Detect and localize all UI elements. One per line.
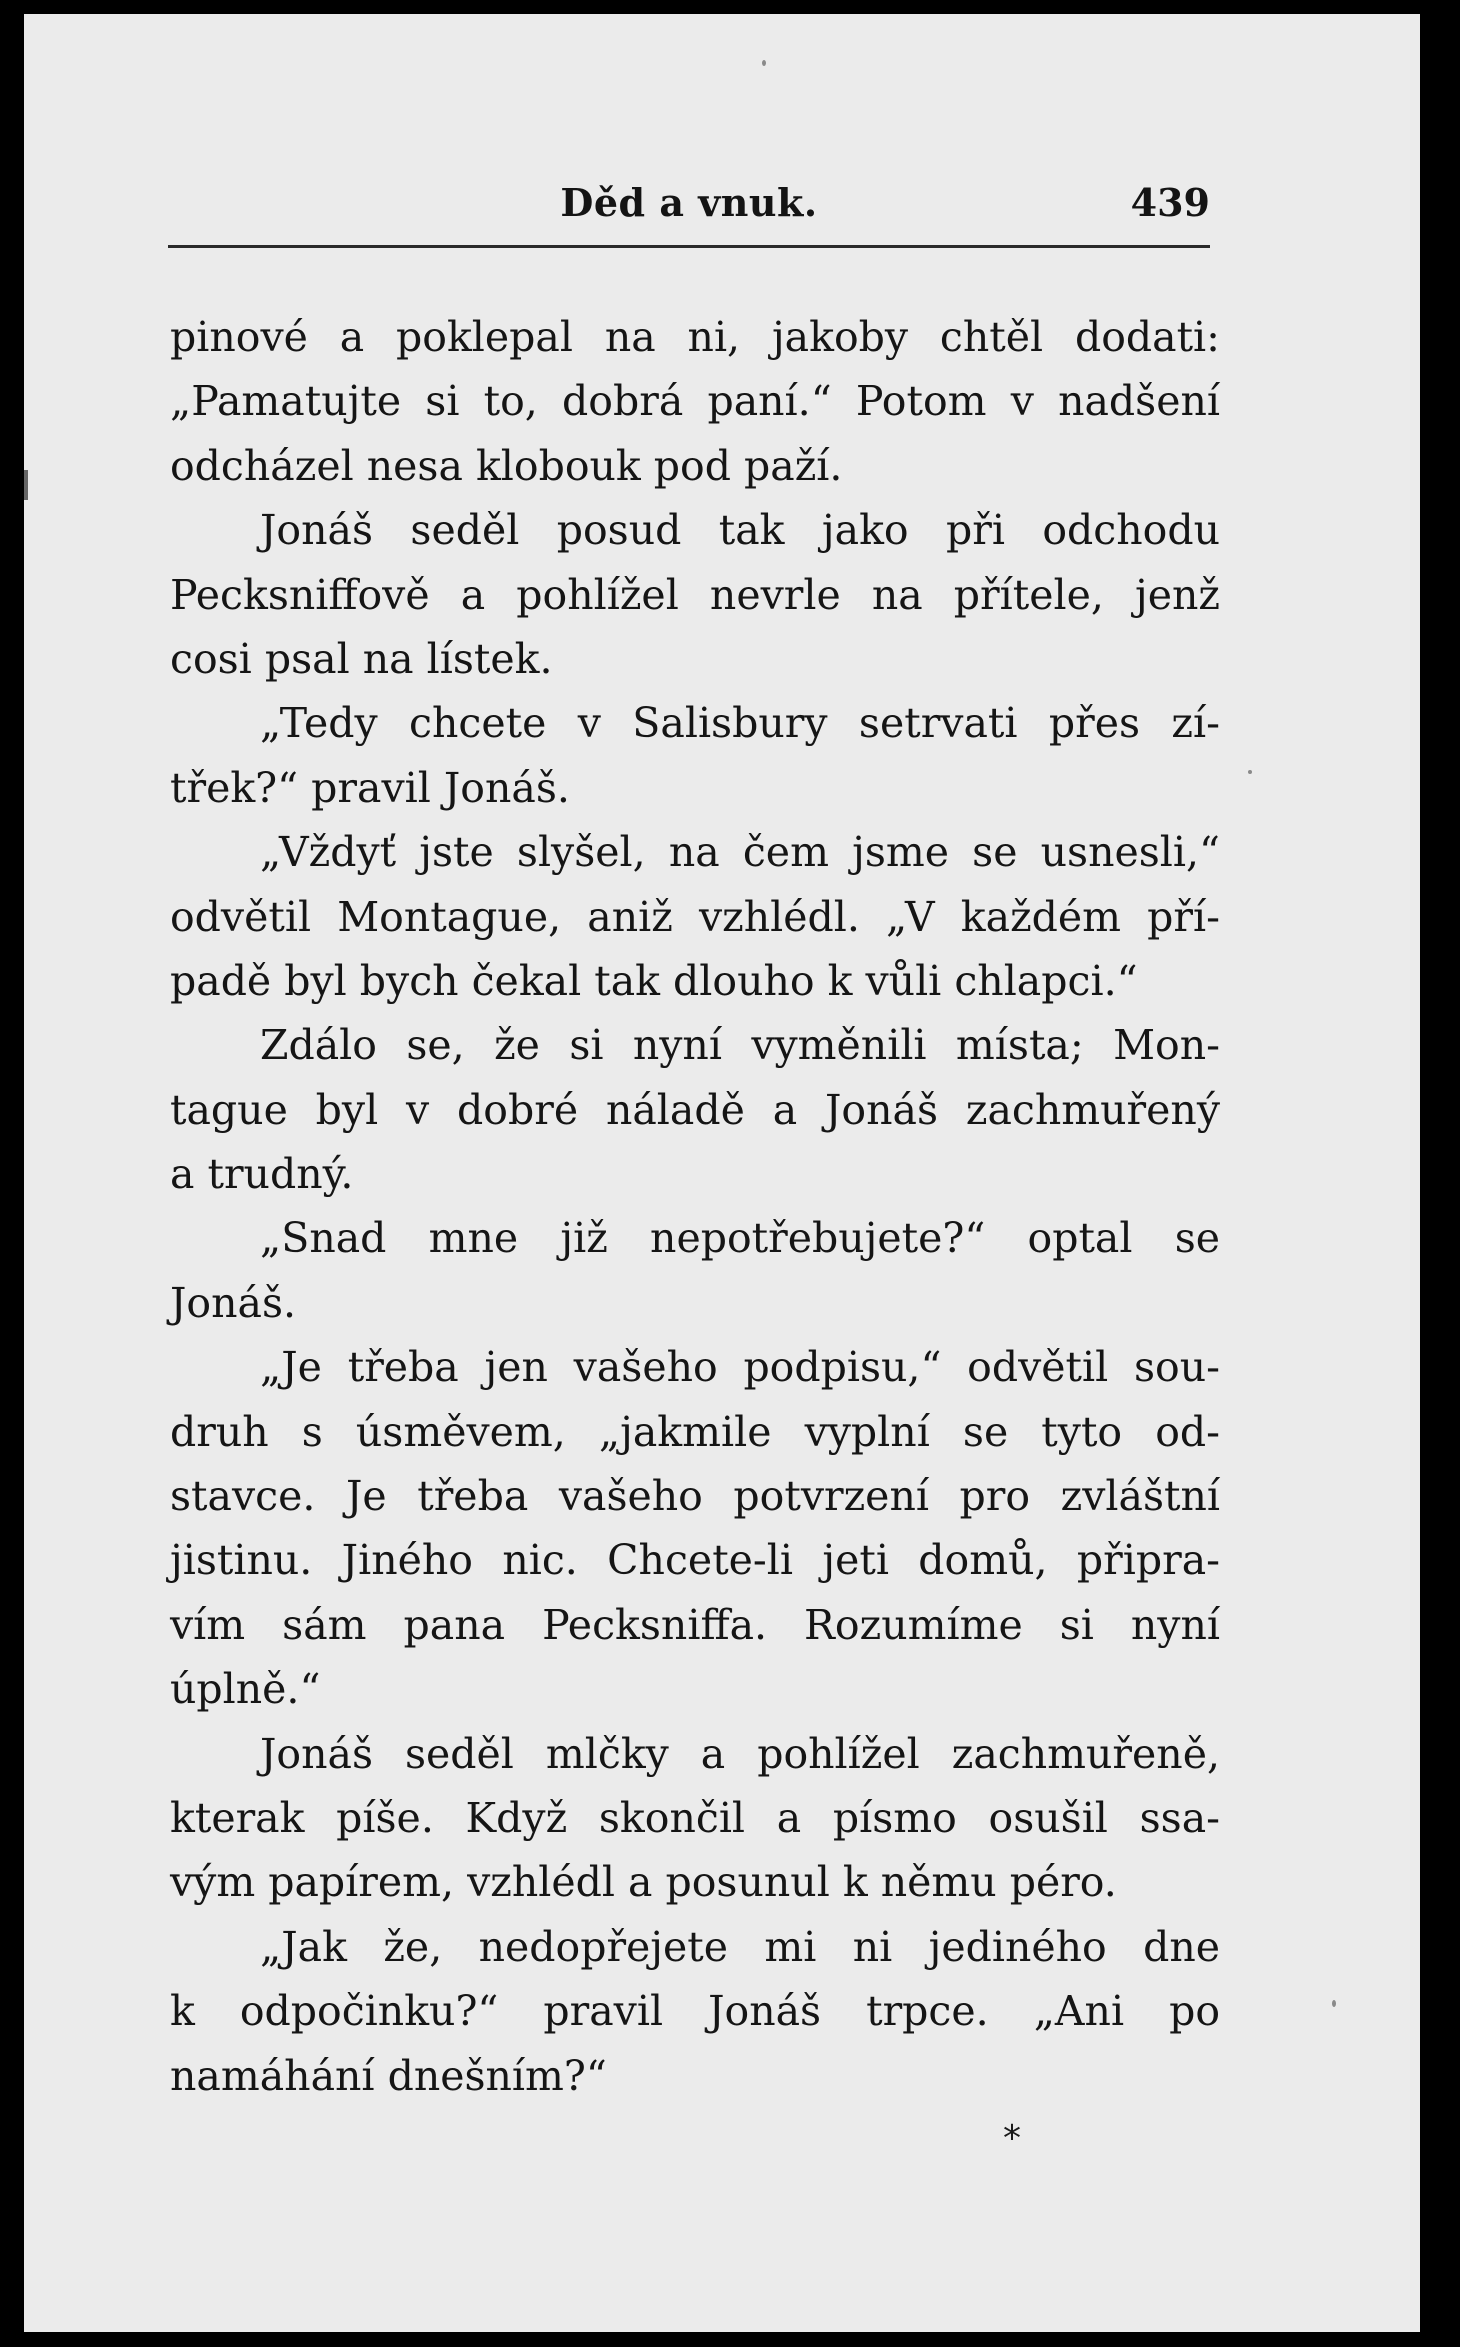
text-line: k odpočinku?“ pravil Jonáš trpce. „Ani po — [170, 1987, 1220, 2036]
text-line: „Jak že, nedopřejete mi ni jediného dne — [260, 1922, 1220, 1971]
text-line: Jonáš seděl mlčky a pohlížel zachmuřeně, — [260, 1729, 1220, 1778]
text-line: padě byl bych čekal tak dlouho k vůli chlapci.“ — [170, 956, 1138, 1005]
text-line: stavce. Je třeba vašeho potvrzení pro zvláštní — [170, 1472, 1220, 1521]
text-line: Jonáš. — [170, 1278, 297, 1327]
header-rule — [168, 245, 1210, 248]
text-line: jistinu. Jiného nic. Chcete-li jeti domů, připra- — [170, 1536, 1220, 1585]
text-line: Pecksniffově a pohlížel nevrle na přítele, jenž — [170, 570, 1220, 619]
page-number: 439 — [1130, 180, 1210, 225]
text-line: cosi psal na lístek. — [170, 634, 553, 683]
scan-edge-mark — [24, 470, 28, 500]
text-line: třek?“ pravil Jonáš. — [170, 763, 570, 812]
text-line: kterak píše. Když skončil a písmo osušil ssa- — [170, 1793, 1220, 1842]
ornament-asterisk: * — [1003, 2118, 1021, 2159]
text-line: vím sám pana Pecksniffa. Rozumíme si nyní — [170, 1600, 1220, 1649]
text-line: Zdálo se, že si nyní vyměnili místa; Mon- — [260, 1021, 1220, 1070]
text-line: namáhání dnešním?“ — [170, 2051, 607, 2100]
text-line: tague byl v dobré náladě a Jonáš zachmuřený — [170, 1085, 1220, 1134]
text-line: „Snad mne již nepotřebujete?“ optal se — [260, 1214, 1220, 1263]
running-title: Děd a vnuk. — [560, 180, 818, 225]
text-line: vým papírem, vzhlédl a posunul k němu péro. — [170, 1858, 1117, 1907]
text-line: „Pamatujte si to, dobrá paní.“ Potom v nadšení — [170, 377, 1220, 426]
body-text — [170, 305, 1220, 2108]
text-line: Jonáš seděl posud tak jako při odchodu — [260, 506, 1220, 555]
dust-speck — [1332, 2000, 1336, 2007]
text-line: „Tedy chcete v Salisbury setrvati přes zí- — [260, 699, 1220, 748]
text-line: odvětil Montague, aniž vzhlédl. „V každém pří- — [170, 892, 1220, 941]
text-line: a trudný. — [170, 1150, 354, 1199]
text-line: pinové a poklepal na ni, jakoby chtěl dodati: — [170, 313, 1220, 361]
text-line: „Vždyť jste slyšel, na čem jsme se usnesli,“ — [260, 828, 1220, 877]
text-line: odcházel nesa klobouk pod paží. — [170, 441, 843, 490]
dust-speck — [1248, 770, 1252, 774]
dust-speck — [762, 60, 766, 66]
text-line: „Je třeba jen vašeho podpisu,“ odvětil sou- — [260, 1343, 1220, 1392]
text-line: druh s úsměvem, „jakmile vyplní se tyto od- — [170, 1407, 1220, 1456]
running-header — [168, 180, 1210, 244]
text-line: úplně.“ — [170, 1665, 321, 1714]
